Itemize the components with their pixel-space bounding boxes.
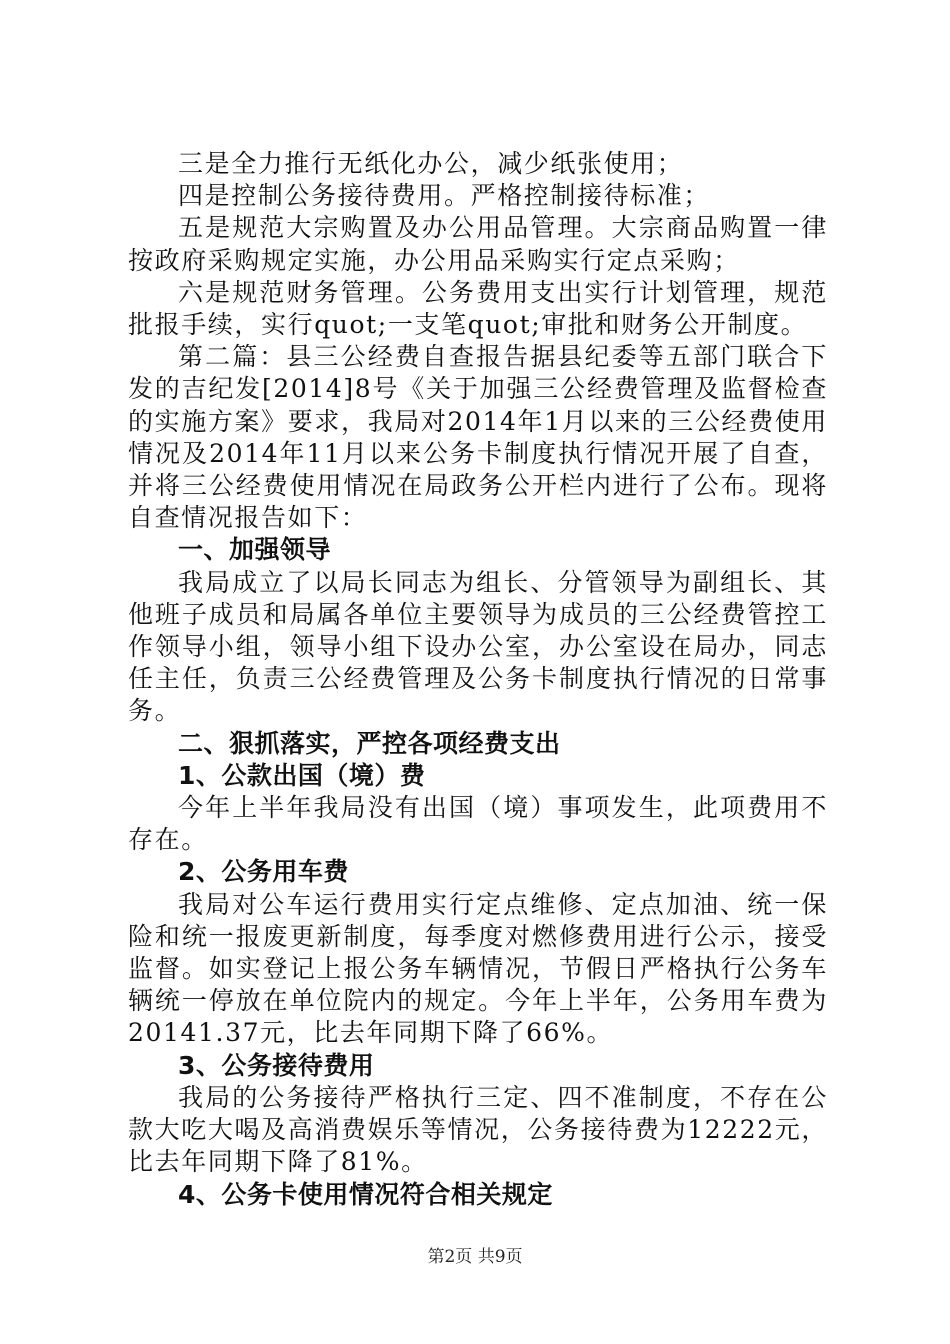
section-heading: 一、加强领导 [178, 535, 332, 565]
document-body [128, 148, 828, 1211]
paragraph: 六是规范财务管理。公务费用支出实行计划管理，规范批报手续，实行quot;一支笔quot;审批和财务公开制度。 [128, 277, 828, 340]
page-footer: 第2页 共9页 [427, 1247, 523, 1267]
subsection-heading: 3、公务接待费用 [178, 1050, 375, 1080]
paragraph: 我局对公车运行费用实行定点维修、定点加油、统一保险和统一报废更新制度，每季度对燃修费用进行公示，接受监督。如实登记上报公务车辆情况，节假日严格执行公务车辆统一停放在单位院内的规定。今年上半年，公务用车费为20141.37元，比去年同期下降了66%。 [128, 889, 828, 1048]
paragraph: 五是规范大宗购置及办公用品管理。大宗商品购置一律按政府采购规定实施，办公用品采购实行定点采购； [128, 213, 828, 275]
paragraph: 三是全力推行无纸化办公，减少纸张使用； [178, 149, 684, 178]
paragraph: 我局的公务接待严格执行三定、四不准制度，不存在公款大吃大喝及高消费娱乐等情况，公务接待费为12222元，比去年同期下降了81%。 [128, 1082, 828, 1177]
subsection-heading: 4、公务卡使用情况符合相关规定 [178, 1179, 553, 1209]
paragraph: 今年上半年我局没有出国（境）事项发生，此项费用不存在。 [128, 793, 828, 855]
section-heading: 二、狠抓落实，严控各项经费支出 [178, 728, 561, 758]
subsection-heading: 2、公务用车费 [178, 857, 349, 887]
paragraph: 第二篇：县三公经费自查报告据县纪委等五部门联合下发的吉纪发[2014]8号《关于加强三公经费管理及监督检查的实施方案》要求，我局对2014年1月以来的三公经费使用情况及2014年11月以来公务卡制度执行情况开展了自查，并将三公经费使用情况在局政务公开栏内进行了公布。现将自查情况报告如下： [128, 342, 828, 533]
paragraph: 我局成立了以局长同志为组长、分管领导为副组长、其他班子成员和局属各单位主要领导为成员的三公经费管控工作领导小组，领导小组下设办公室，办公室设在局办，同志任主任，负责三公经费管理及公务卡制度执行情况的日常事务。 [128, 567, 828, 726]
subsection-heading: 1、公款出国（境）费 [178, 760, 426, 790]
paragraph: 四是控制公务接待费用。严格控制接待标准； [178, 181, 711, 211]
